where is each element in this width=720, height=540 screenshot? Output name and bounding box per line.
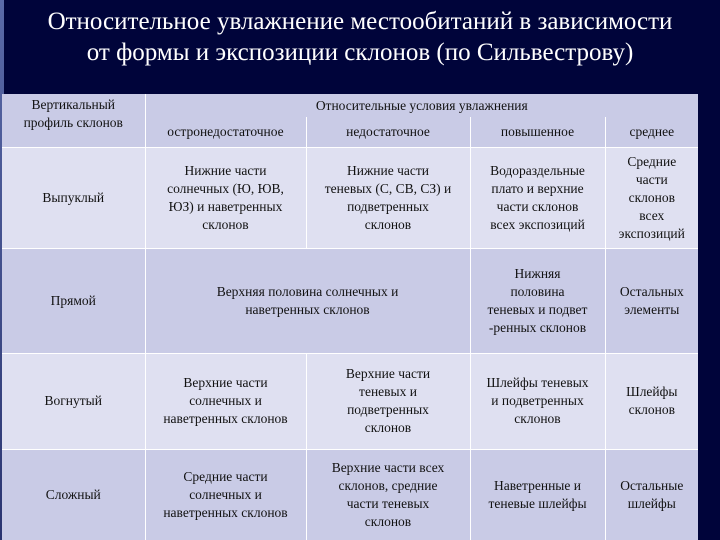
cell-line: склонов, средние: [338, 477, 438, 493]
table-cell: [470, 147, 605, 248]
table-cell: [605, 147, 698, 248]
header-col-4: среднее: [605, 117, 698, 147]
table-cell: [145, 449, 306, 540]
cell-line: Нижняя: [514, 265, 561, 281]
cell-line: солнечных и: [189, 486, 262, 502]
cell-line: теневых и подвет: [487, 301, 588, 317]
cell-line: наветренных склонов: [163, 411, 288, 426]
table-row: [2, 449, 698, 540]
table-cell: [470, 353, 605, 449]
table-cell: [145, 248, 470, 353]
cell-line: теневые шлейфы: [488, 495, 587, 511]
cell-line: Остальные: [620, 477, 684, 493]
moisture-table: [2, 94, 698, 540]
cell-line: склонов: [364, 216, 412, 232]
cell-line: части склонов: [496, 198, 579, 214]
header-profile-line: профиль склонов: [23, 115, 123, 130]
cell-line: теневых (С, СВ, СЗ) и: [324, 180, 452, 196]
cell-line: Остальных: [619, 283, 684, 299]
cell-line: Нижние части: [346, 162, 429, 178]
cell-line: половина: [510, 283, 565, 299]
cell-line: Водораздельные: [490, 162, 585, 178]
table-cell: [470, 449, 605, 540]
cell-line: и подветренных: [491, 393, 584, 408]
cell-line: Шлейфы: [626, 384, 678, 399]
cell-line: склонов: [514, 411, 561, 426]
cell-line: склонов: [364, 513, 412, 529]
header-col-1: остронедостаточное: [145, 117, 306, 147]
header-profile: [2, 94, 145, 147]
cell-line: Средние: [627, 153, 677, 169]
cell-line: всех экспозиций: [490, 216, 585, 232]
table-cell: [306, 353, 470, 449]
cell-line: части: [635, 171, 668, 187]
title-line-2: от формы и экспозиции склонов (по Сильвестрову): [86, 39, 634, 66]
cell-line: наветренных склонов: [245, 301, 370, 317]
cell-line: экспозиций: [618, 225, 685, 241]
table-cell: [470, 248, 605, 353]
cell-line: наветренных склонов: [163, 504, 288, 520]
header-col-2: недостаточное: [306, 117, 470, 147]
cell-line: Средние части: [183, 468, 268, 484]
slide-title: [0, 6, 720, 68]
cell-line: шлейфы: [627, 495, 676, 511]
cell-line: солнечных (Ю, ЮВ,: [167, 180, 284, 196]
cell-line: Верхние части всех: [331, 459, 445, 475]
cell-line: склонов: [628, 189, 675, 205]
row-profile: Сложный: [2, 449, 145, 540]
cell-line: Верхние части: [183, 375, 268, 390]
cell-line: Нижние части: [184, 162, 267, 178]
header-profile-line: Вертикальный: [31, 97, 116, 112]
cell-line: части теневых: [346, 495, 430, 511]
cell-line: Верхняя половина солнечных и: [216, 283, 399, 299]
table-cell: [306, 449, 470, 540]
cell-line: Верхние части: [345, 366, 431, 381]
cell-line: Шлейфы теневых: [486, 375, 589, 390]
cell-line: Наветренные и: [494, 477, 581, 493]
cell-line: элементы: [624, 301, 680, 317]
header-group: Относительные условия увлажнения: [145, 94, 698, 117]
row-profile: Выпуклый: [2, 147, 145, 248]
cell-line: склонов: [202, 216, 249, 232]
table-row: [2, 147, 698, 248]
table-cell: [145, 353, 306, 449]
cell-line: всех: [639, 207, 665, 223]
table-row: [2, 248, 698, 353]
table-cell: [605, 449, 698, 540]
table-cell: [306, 147, 470, 248]
cell-line: подветренных: [347, 402, 429, 417]
row-profile: Прямой: [2, 248, 145, 353]
cell-line: подветренных: [347, 198, 429, 214]
row-profile: Вогнутый: [2, 353, 145, 449]
cell-line: плато и верхние: [491, 180, 584, 196]
table-cell: [605, 353, 698, 449]
cell-line: ЮЗ) и наветренных: [168, 198, 283, 214]
title-line-1: Относительное увлажнение местообитаний в зависимости: [47, 8, 673, 35]
cell-line: солнечных и: [189, 393, 262, 408]
cell-line: склонов: [364, 420, 412, 435]
table-row: [2, 353, 698, 449]
cell-line: теневых и: [359, 384, 417, 399]
table-cell: [145, 147, 306, 248]
cell-line: склонов: [628, 402, 675, 417]
cell-line: -ренных склонов: [488, 319, 587, 335]
header-col-3: повышенное: [470, 117, 605, 147]
table-cell: [605, 248, 698, 353]
